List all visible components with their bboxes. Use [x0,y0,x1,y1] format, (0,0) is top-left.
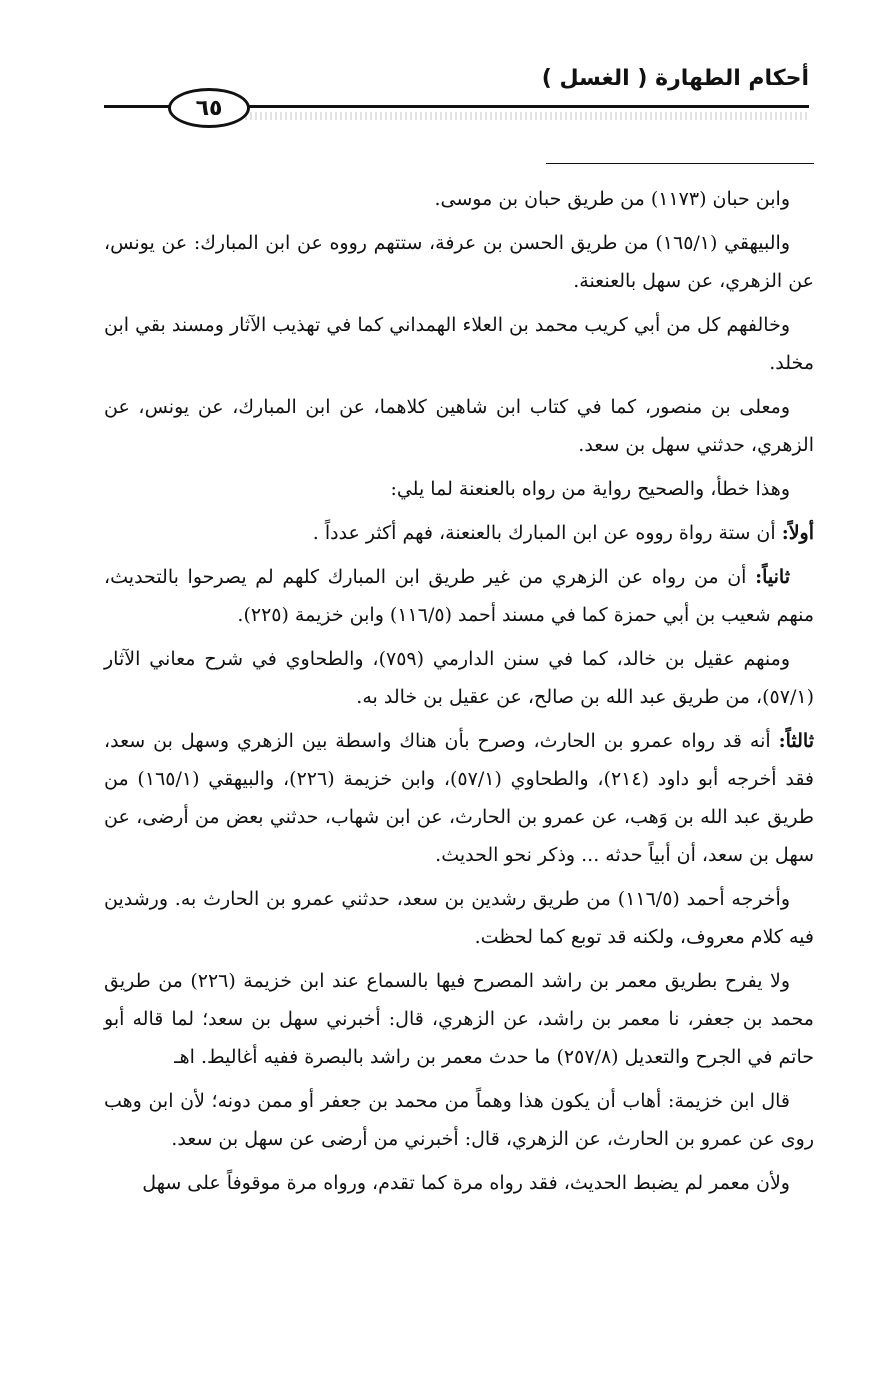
page-number: ٦٥ [168,88,250,128]
paragraph [104,558,814,634]
paragraph [104,180,814,218]
paragraph [104,880,814,956]
paragraph [104,388,814,464]
paragraph-text: أن من رواه عن الزهري من غير طريق ابن المبارك كلهم لم يصرحوا بالتحديث، منهم شعيب بن أبي حمزة كما في مسند أحمد (١١٦/٥) وابن خزيمة (٢٢٥). [104,566,814,626]
paragraph-text: ومنهم عقيل بن خالد، كما في سنن الدارمي (٧٥٩)، والطحاوي في شرح معاني الآثار (٥٧/١)، من طريق عبد الله بن صالح، عن عقيل بن خالد به. [104,648,814,708]
paragraph-text: وهذا خطأ، والصحيح رواية من رواه بالعنعنة لما يلي: [390,478,790,500]
paragraph [104,306,814,382]
paragraph-text: وخالفهم كل من أبي كريب محمد بن العلاء الهمداني كما في تهذيب الآثار ومسند بقي ابن مخلد. [104,314,814,374]
point-lead: أولاً: [781,522,814,544]
footnote-body [104,180,814,1208]
paragraph-text: قال ابن خزيمة: أهاب أن يكون هذا وهماً من محمد بن جعفر أو ممن دونه؛ لأن ابن وهب روى عن عمرو بن الحارث، عن الزهري، قال: أخبرني من أرضى عن سهل بن سعد. [104,1090,814,1150]
paragraph-text: ولأن معمر لم يضبط الحديث، فقد رواه مرة كما تقدم، ورواه مرة موقوفاً على سهل [142,1172,790,1194]
paragraph-text: أنه قد رواه عمرو بن الحارث، وصرح بأن هناك واسطة بين الزهري وسهل بن سعد، فقد أخرجه أبو داود (٢١٤)، والطحاوي (٥٧/١)، وابن خزيمة (٢٢٦)، والبيهقي (١٦٥/١) من طريق عبد الله بن وَهب، عن عمرو بن الحارث، عن ابن شهاب، حدثني بعض من أرضى، عن سهل بن سعد، أن أبياً حدثه ... وذكر نحو الحديث. [104,730,815,866]
paragraph [104,1164,814,1202]
point-lead: ثالثاً: [778,730,814,752]
page-header [0,0,879,140]
paragraph-text: أن ستة رواة رووه عن ابن المبارك بالعنعنة، فهم أكثر عدداً . [312,522,782,544]
header-rule-texture [240,112,809,120]
footnote-separator [546,163,814,164]
paragraph [104,224,814,300]
paragraph-text: وابن حبان (١١٧٣) من طريق حبان بن موسى. [434,188,790,210]
paragraph-text: وأخرجه أحمد (١١٦/٥) من طريق رشدين بن سعد، حدثني عمرو بن الحارث به. ورشدين فيه كلام معروف، ولكنه قد توبع كما لحظت. [104,888,814,948]
paragraph-text: ولا يفرح بطريق معمر بن راشد المصرح فيها بالسماع عند ابن خزيمة (٢٢٦) من طريق محمد بن جعفر، نا معمر بن راشد، عن الزهري، قال: أخبرني سهل بن سعد؛ لما قاله أبو حاتم في الجرح والتعديل (٢٥٧/٨) ما حدث معمر بن راشد بالبصرة ففيه أغاليط. اهـ [104,970,814,1068]
paragraph [104,1082,814,1158]
paragraph-text: ومعلى بن منصور، كما في كتاب ابن شاهين كلاهما، عن ابن المبارك، عن يونس، عن الزهري، حدثني سهل بن سعد. [104,396,814,456]
point-lead: ثانياً: [755,566,790,588]
book-title: أحكام الطهارة ( الغسل ) [541,66,809,91]
paragraph-text: والبيهقي (١٦٥/١) من طريق الحسن بن عرفة، ستتهم رووه عن ابن المبارك: عن يونس، عن الزهري، عن سهل بالعنعنة. [104,232,814,292]
paragraph [104,722,814,874]
paragraph [104,470,814,508]
paragraph [104,514,814,552]
paragraph [104,962,814,1076]
paragraph [104,640,814,716]
